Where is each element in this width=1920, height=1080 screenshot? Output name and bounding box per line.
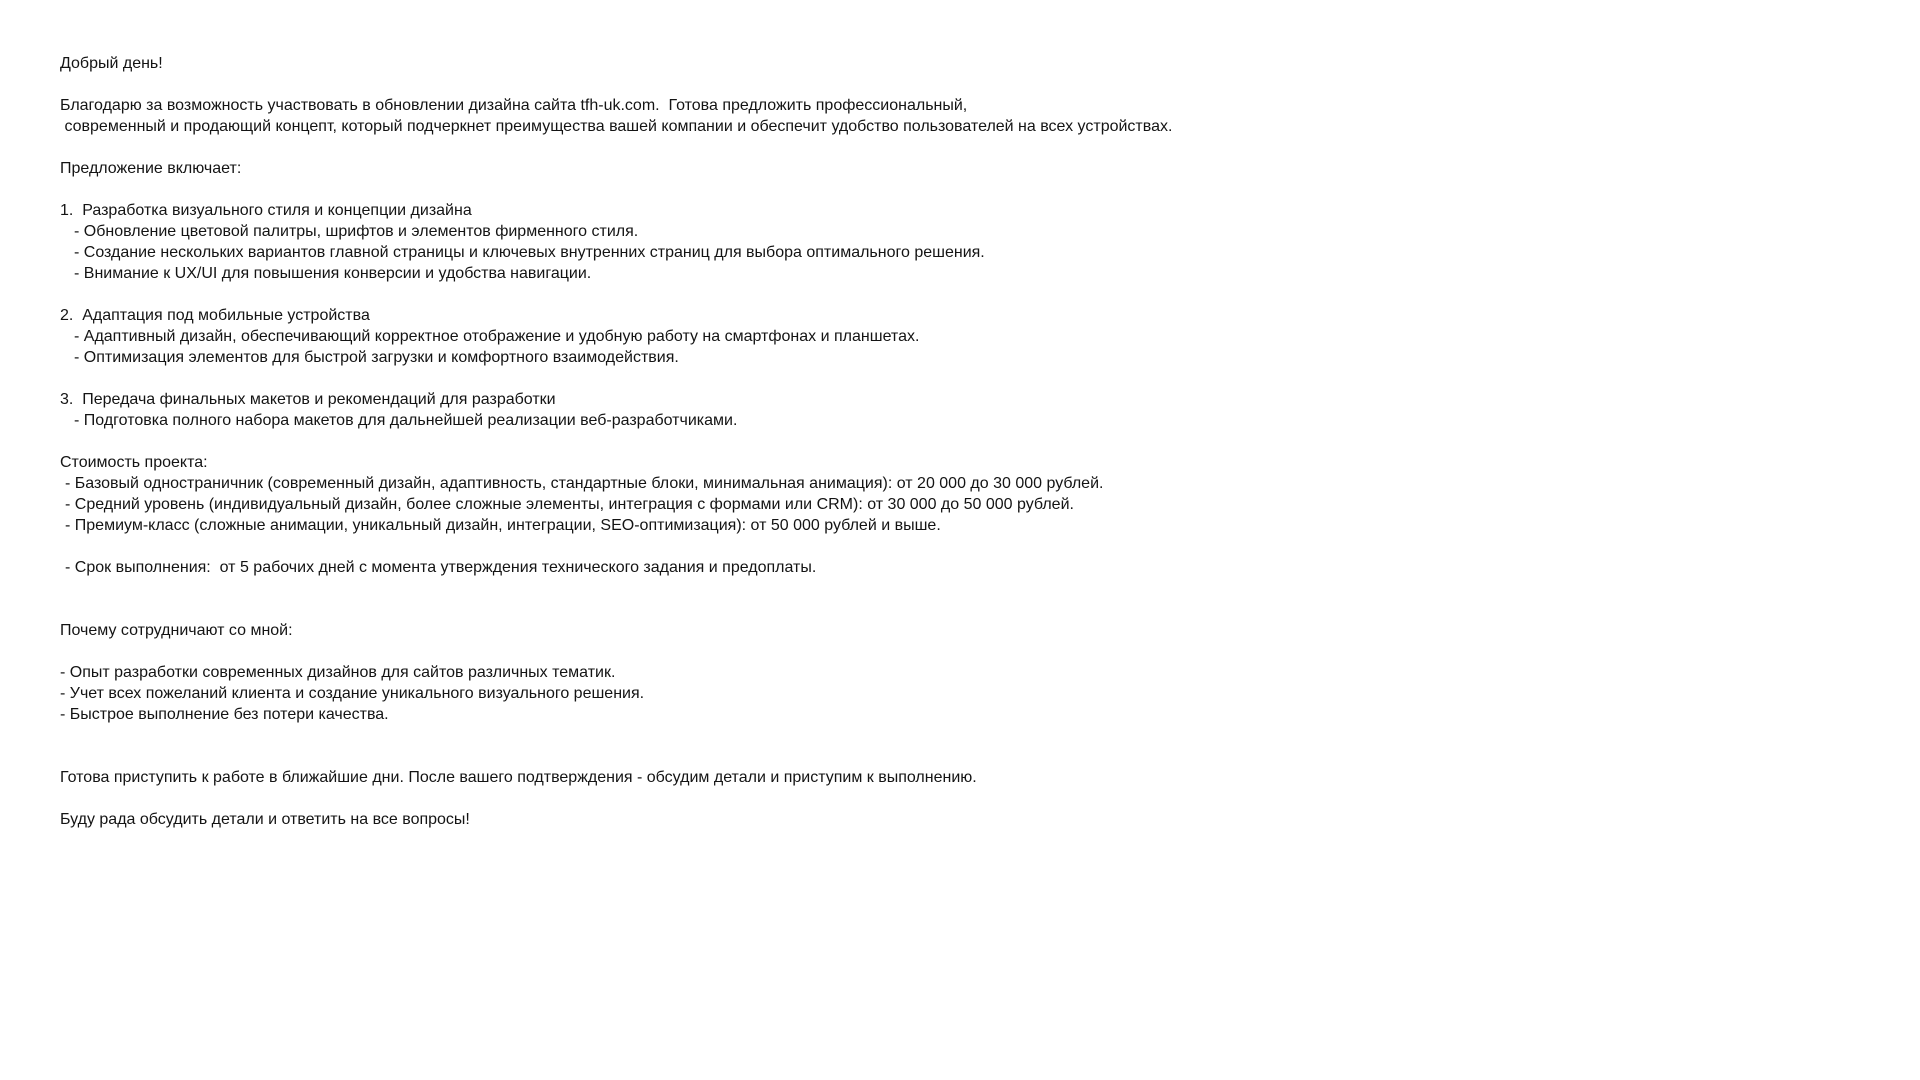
why-bullet: - Учет всех пожеланий клиента и создание уникального визуального решения. [60,685,645,702]
pricing-heading: Стоимость проекта: [60,454,208,471]
offer-item-2 [60,305,1860,368]
greeting: Добрый день! [60,55,163,72]
offer-item-3 [60,389,1860,431]
offer-item-bullet: - Внимание к UX/UI для повышения конверсии и удобства навигации. [74,265,592,282]
pricing-bullet: - Премиум-класс (сложные анимации, уникальный дизайн, интеграции, SEO-оптимизация): от 50 000 рублей и выше. [65,517,941,534]
offer-heading: Предложение включает: [60,160,242,177]
offer-item-bullet: - Адаптивный дизайн, обеспечивающий корректное отображение и удобную работу на смартфонах и планшетах. [74,328,920,345]
why-bullet: - Быстрое выполнение без потери качества. [60,706,389,723]
offer-item-bullet: - Обновление цветовой палитры, шрифтов и элементов фирменного стиля. [74,223,639,240]
why-bullet: - Опыт разработки современных дизайнов для сайтов различных тематик. [60,664,616,681]
pricing-bullet: - Средний уровень (индивидуальный дизайн, более сложные элементы, интеграция с формами или CRM): от 30 000 до 50 000 рублей. [65,496,1074,513]
closing-line: Буду рада обсудить детали и ответить на все вопросы! [60,811,470,828]
offer-item-title: 1. Разработка визуального стиля и концепции дизайна [60,202,472,219]
pricing-bullet: - Базовый одностраничник (современный дизайн, адаптивность, стандартные блоки, минимальная анимация): от 20 000 до 30 000 рублей. [65,475,1104,492]
offer-item-title: 2. Адаптация под мобильные устройства [60,307,370,324]
timeline-line: - Срок выполнения: от 5 рабочих дней с момента утверждения технического задания и предоплаты. [65,559,817,576]
intro-line: Благодарю за возможность участвовать в обновлении дизайна сайта tfh-uk.com. Готова предложить профессиональный, [60,97,968,114]
why-list [60,662,1860,725]
closing-line: Готова приступить к работе в ближайшие дни. После вашего подтверждения - обсудим детали и приступим к выполнению. [60,769,977,786]
offer-item-title: 3. Передача финальных макетов и рекомендаций для разработки [60,391,556,408]
offer-item-bullet: - Подготовка полного набора макетов для дальнейшей реализации веб-разработчиками. [74,412,738,429]
intro-paragraph [60,95,1860,137]
pricing-section [60,452,1860,536]
why-heading: Почему сотрудничают со мной: [60,622,293,639]
offer-item-1 [60,200,1860,284]
intro-line: современный и продающий концепт, который подчеркнет преимущества вашей компании и обеспечит удобство пользователей на всех устройствах. [60,118,1173,135]
offer-item-bullet: - Создание нескольких вариантов главной страницы и ключевых внутренних страниц для выбора оптимального решения. [74,244,985,261]
offer-item-bullet: - Оптимизация элементов для быстрой загрузки и комфортного взаимодействия. [74,349,679,366]
